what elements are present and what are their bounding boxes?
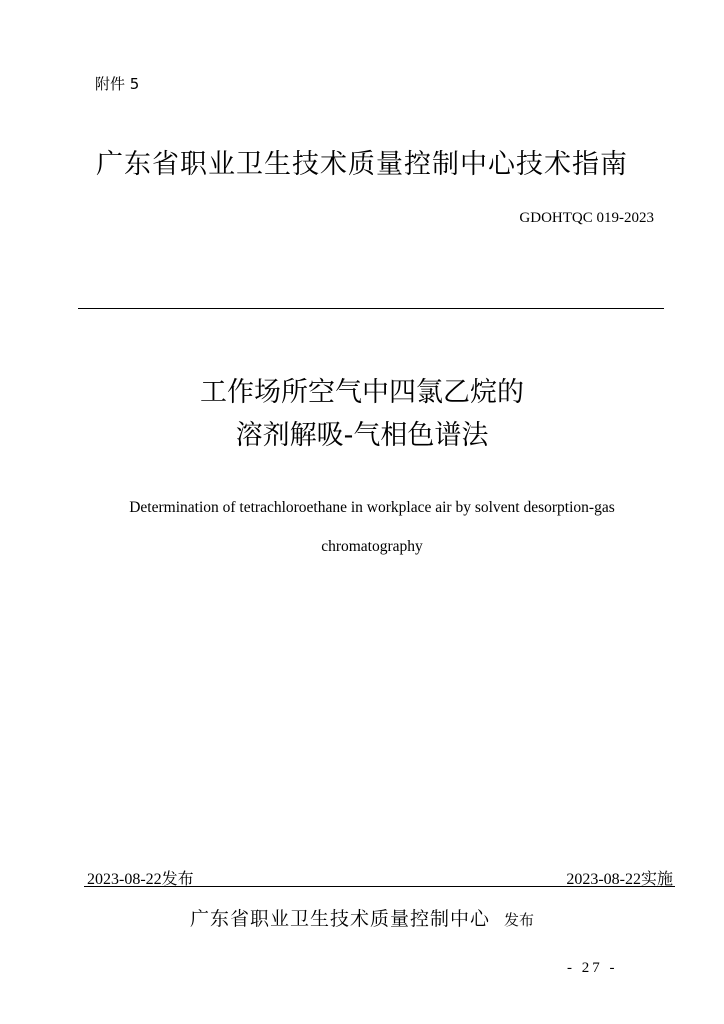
publisher-line (0, 904, 724, 931)
document-title-en-line-1: Determination of tetrachloroethane in workplace air by solvent desorption-gas (129, 499, 615, 516)
document-code: GDOHTQC 019-2023 (519, 210, 654, 226)
issue-date-label: 发布 (161, 869, 194, 888)
document-title-cn-line-2: 溶剂解吸-气相色谱法 (235, 420, 489, 451)
org-title: 广东省职业卫生技术质量控制中心技术指南 (96, 149, 628, 180)
bottom-divider (84, 886, 675, 887)
effective-date-label: 实施 (640, 869, 673, 888)
publisher-name: 广东省职业卫生技术质量控制中心 (189, 909, 490, 930)
effective-date-value: 2023-08-22 (566, 871, 641, 888)
top-divider (78, 308, 664, 309)
attachment-label: 附件 5 (95, 75, 140, 93)
document-title-cn-line-1: 工作场所空气中四氯乙烷的 (200, 377, 524, 408)
page-number: - 27 - (567, 960, 618, 976)
issue-date-value: 2023-08-22 (87, 871, 162, 888)
document-title-en-line-2: chromatography (321, 538, 423, 555)
publisher-suffix: 发布 (504, 913, 535, 929)
